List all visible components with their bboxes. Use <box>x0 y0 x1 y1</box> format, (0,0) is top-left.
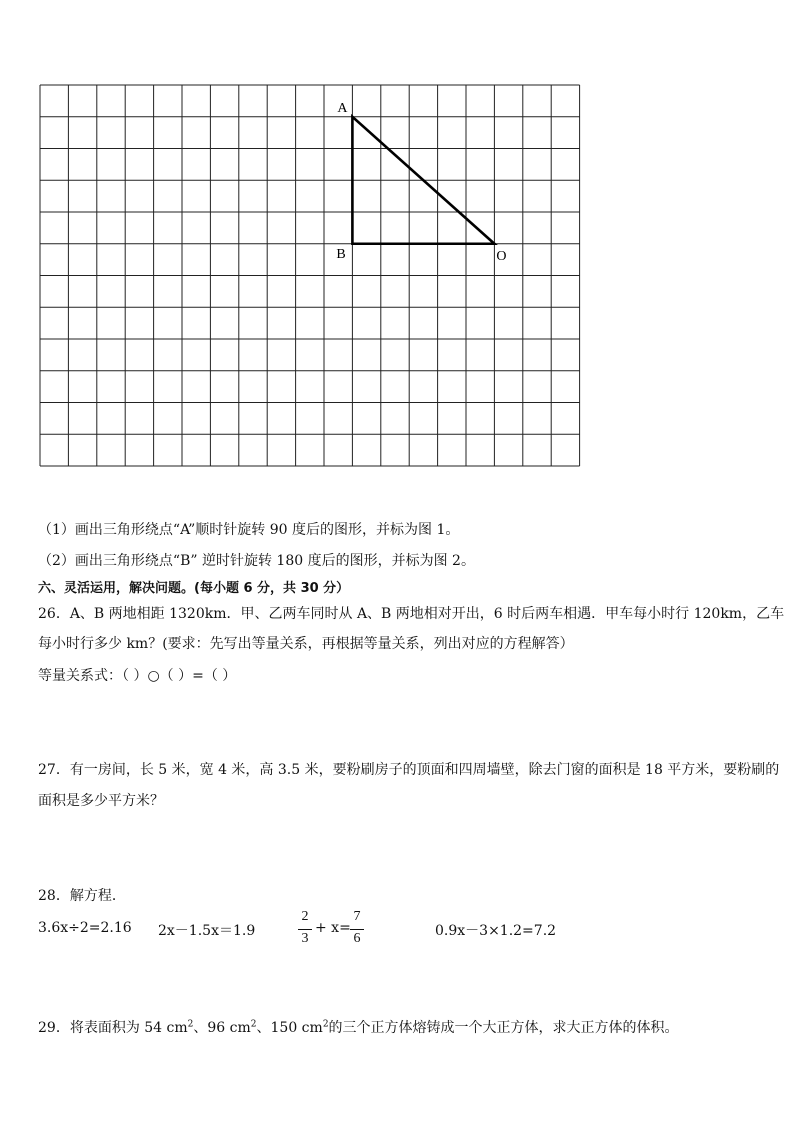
q29-text-d: 的三个正方体熔铸成一个大正方体，求大正方体的体积。 <box>328 1020 679 1036</box>
question-28-title: 28．解方程． <box>38 888 126 904</box>
equation-1: 3.6x÷2=2.16 <box>38 920 132 936</box>
q29-sup-1: 2 <box>187 1019 194 1030</box>
q29-text-c: 、150 cm <box>256 1020 323 1036</box>
point-label-o: O <box>496 248 507 264</box>
fraction-numerator: 7 <box>353 909 361 924</box>
q29-sup-3: 2 <box>322 1019 329 1030</box>
question-26-line-1: 26．A、B 两地相距 1320km．甲、乙两车同时从 A、B 两地相对开出，6 时后两车相遇．甲车每小时行 120km，乙车 <box>38 606 785 622</box>
point-label-a: A <box>337 100 348 116</box>
question-27-line-1: 27．有一房间，长 5 米，宽 4 米，高 3.5 米，要粉刷房子的顶面和四周墙壁，除去门窗的面积是 18 平方米，要粉刷的 <box>38 762 780 778</box>
equation-relation-line: 等量关系式：（ ）○（ ）=（ ） <box>38 668 237 684</box>
q29-sup-2: 2 <box>250 1019 257 1030</box>
section-6-heading: 六、灵活运用，解决问题。(每小题 6 分，共 30 分） <box>38 581 350 596</box>
point-label-b: B <box>336 246 346 262</box>
question-26-line-2: 每小时行多少 km？(要求：先写出等量关系，再根据等量关系，列出对应的方程解答） <box>38 636 574 652</box>
fraction-numerator: 2 <box>301 909 309 924</box>
question-rotate-2: （2）画出三角形绕点“B” 逆时针旋转 180 度后的图形，并标为图 2。 <box>38 553 475 569</box>
q29-text-a: 29．将表面积为 54 cm <box>38 1020 188 1036</box>
grid-lines <box>40 85 580 466</box>
fraction-7-6 <box>350 909 364 949</box>
q29-text-b: 、96 cm <box>193 1020 251 1036</box>
fraction-denominator: 3 <box>301 931 309 946</box>
fraction-2-3 <box>298 909 312 949</box>
grid-figure <box>0 0 794 520</box>
fraction-denominator: 6 <box>353 931 361 946</box>
equation-4: 0.9x－3×1.2=7.2 <box>435 923 557 939</box>
question-29 <box>38 1017 679 1037</box>
equation-3-middle: + x= <box>315 920 351 936</box>
equation-2: 2x－1.5x＝1.9 <box>158 923 256 939</box>
question-27-line-2: 面积是多少平方米？ <box>38 793 164 809</box>
question-rotate-1: （1）画出三角形绕点“A”顺时针旋转 90 度后的图形，并标为图 1。 <box>38 522 460 538</box>
